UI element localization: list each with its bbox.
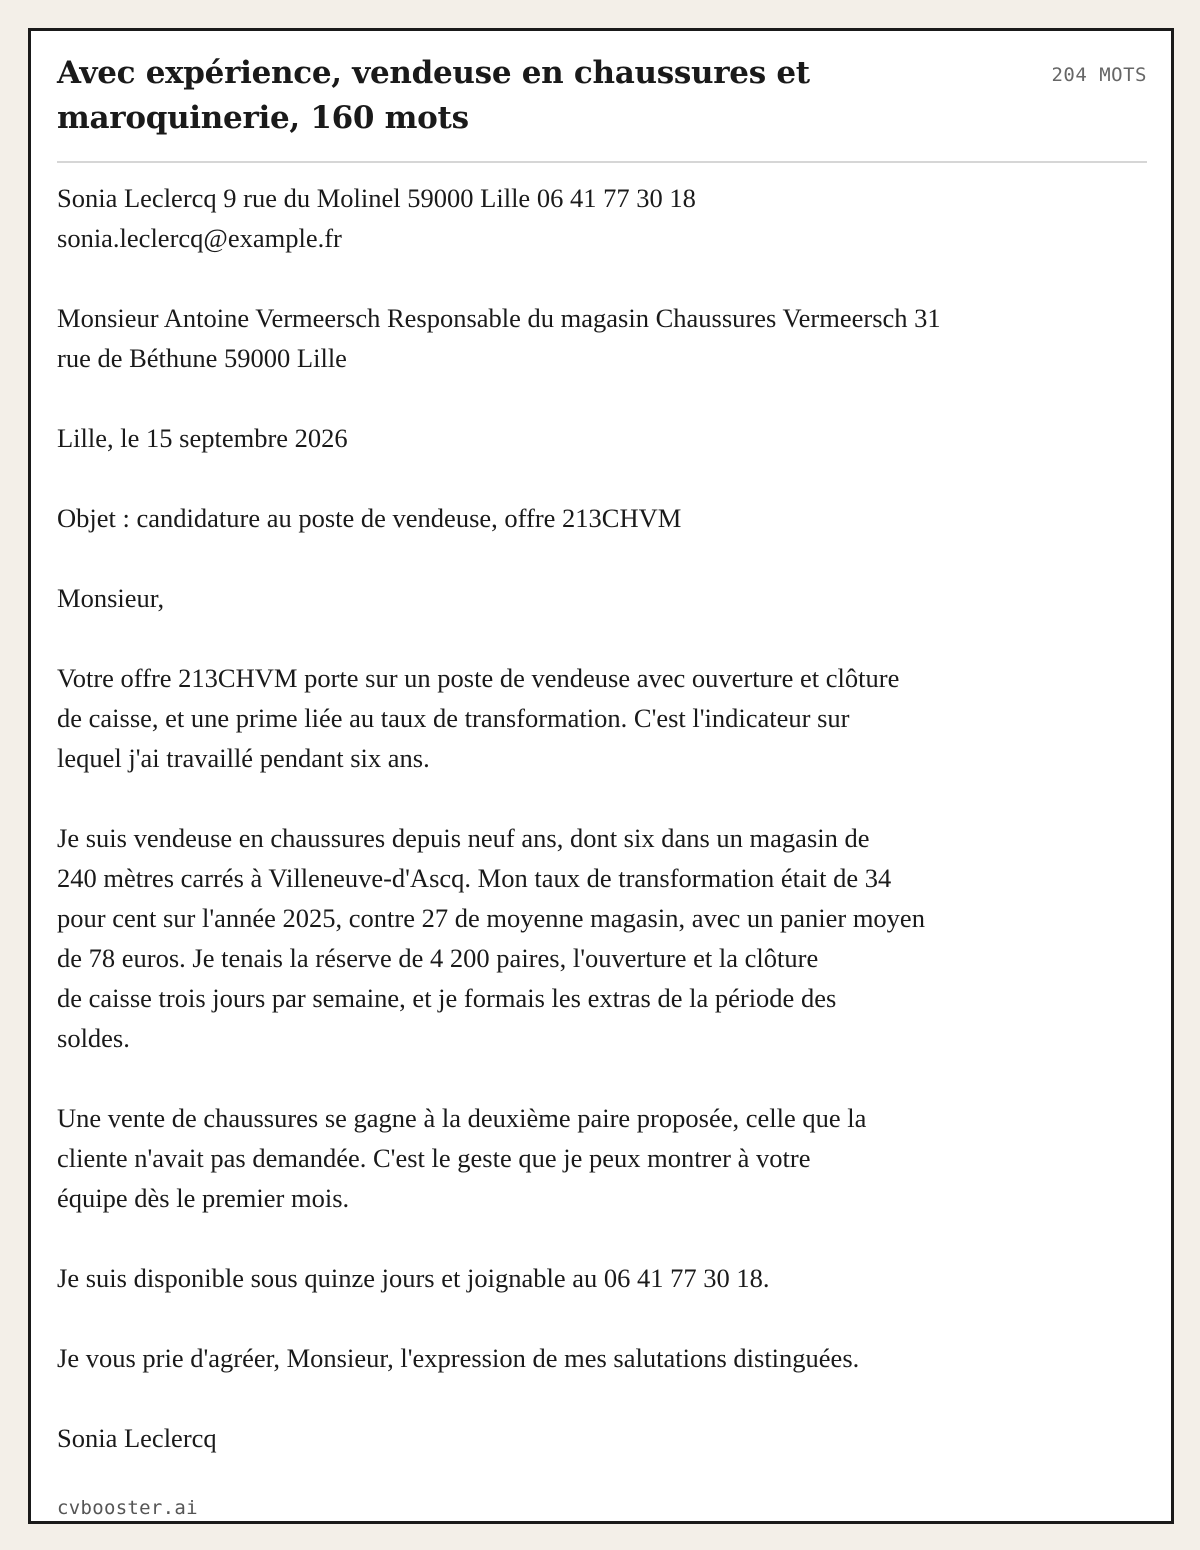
letter-date: Lille, le 15 septembre 2026 bbox=[57, 423, 348, 453]
letter-card bbox=[28, 28, 1174, 1524]
header-divider bbox=[57, 161, 1147, 163]
footer-brand: cvbooster.ai bbox=[57, 1497, 198, 1519]
body-paragraph-1: Votre offre 213CHVM porte sur un poste de vendeuse avec ouverture et clôture de caisse, et une prime liée au taux de transformation. C'est l'indicateur sur lequel j'ai travaillé pendant six ans. bbox=[57, 663, 900, 773]
recipient-block: Monsieur Antoine Vermeersch Responsable du magasin Chaussures Vermeersch 31 rue de Béthune 59000 Lille bbox=[57, 303, 941, 373]
letter-body bbox=[57, 178, 1117, 1458]
letter-subject: Objet : candidature au poste de vendeuse, offre 213CHVM bbox=[57, 503, 682, 533]
letter-header bbox=[57, 51, 1147, 161]
letter-signature: Sonia Leclercq bbox=[57, 1423, 217, 1453]
body-paragraph-3: Une vente de chaussures se gagne à la deuxième paire proposée, celle que la cliente n'avait pas demandée. C'est le geste que je peux montrer à votre équipe dès le premier mois. bbox=[57, 1103, 867, 1213]
letter-closing: Je vous prie d'agréer, Monsieur, l'expression de mes salutations distinguées. bbox=[57, 1343, 860, 1373]
page-title: Avec expérience, vendeuse en chaussures et maroquinerie, 160 mots bbox=[57, 55, 810, 136]
body-paragraph-4: Je suis disponible sous quinze jours et joignable au 06 41 77 30 18. bbox=[57, 1263, 770, 1293]
sender-block: Sonia Leclercq 9 rue du Molinel 59000 Lille 06 41 77 30 18 sonia.leclercq@example.fr bbox=[57, 183, 696, 253]
body-paragraph-2: Je suis vendeuse en chaussures depuis neuf ans, dont six dans un magasin de 240 mètres carrés à Villeneuve-d'Ascq. Mon taux de transformation était de 34 pour cent sur l'année 2025, contre 27 de moyenne magasin, avec un panier moyen de 78 euros. Je tenais la réserve de 4 200 paires, l'ouverture et la clôture de caisse trois jours par semaine, et je formais les extras de la période des soldes. bbox=[57, 823, 925, 1053]
letter-salutation: Monsieur, bbox=[57, 583, 165, 613]
word-count-badge: 204 MOTS bbox=[1051, 64, 1147, 86]
